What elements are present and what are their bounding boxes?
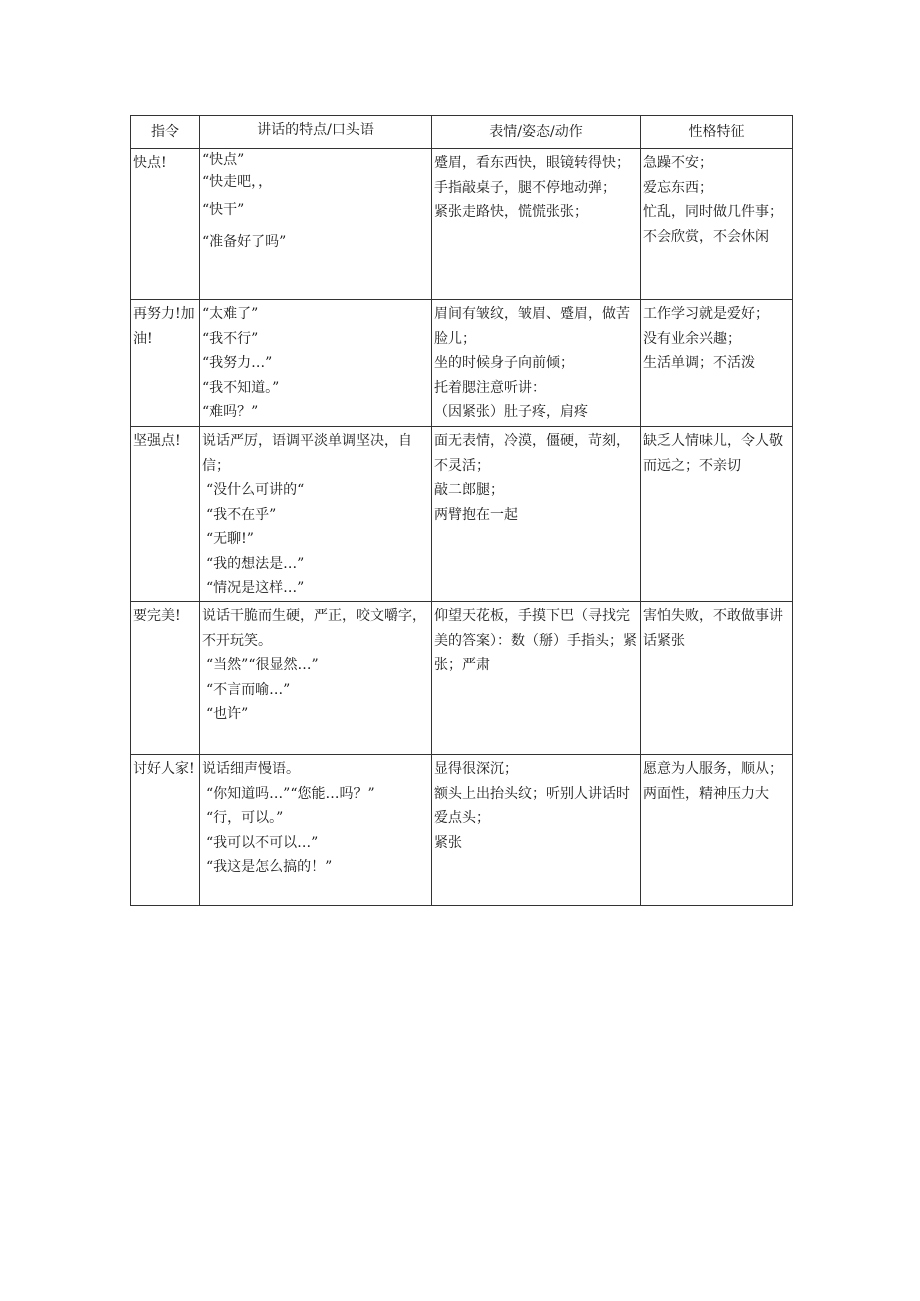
expression-line: 面无表情，冷漠，僵硬，苛刻，不灵活； bbox=[434, 433, 630, 474]
traits-line: 不会欣赏，不会休闲 bbox=[643, 228, 769, 245]
speech-line: “我的想法是…” bbox=[206, 555, 305, 572]
speech-line: “快干” bbox=[202, 202, 245, 218]
table-row bbox=[131, 149, 793, 300]
speech-line: “太难了” bbox=[202, 306, 259, 322]
speech-cell bbox=[200, 427, 432, 602]
header-command: 指令 bbox=[131, 116, 200, 149]
speech-line: “我可以不可以…” bbox=[206, 834, 319, 851]
command-text: 坚强点! bbox=[133, 433, 181, 449]
expression-cell bbox=[432, 300, 641, 427]
table-row bbox=[131, 427, 793, 602]
traits-line: 工作学习就是爱好； bbox=[643, 306, 769, 322]
expression-line: 仰望天花板，手摸下巴（寻找完美的答案）：数（掰）手指头；紧张；严肃 bbox=[434, 608, 637, 673]
expression-line: 蹙眉，看东西快，眼镜转得快； bbox=[434, 155, 630, 171]
expression-line: 手指敲桌子，腿不停地动弹； bbox=[434, 179, 616, 196]
header-speech: 讲话的特点/口头语 bbox=[200, 116, 432, 149]
expression-line: 两臂抱在一起 bbox=[434, 506, 518, 523]
traits-line: 愿意为人服务，顺从； bbox=[643, 761, 783, 777]
expression-line: 显得很深沉； bbox=[434, 761, 518, 777]
speech-line: “我不行” bbox=[202, 330, 259, 347]
speech-cell bbox=[200, 602, 432, 755]
speech-cell bbox=[200, 755, 432, 906]
expression-line: 托着腮注意听讲： bbox=[434, 379, 546, 396]
speech-line: “当然”“很显然…” bbox=[206, 657, 319, 673]
personality-table bbox=[130, 115, 793, 906]
traits-cell bbox=[641, 427, 793, 602]
speech-cell bbox=[200, 300, 432, 427]
command-cell bbox=[131, 755, 200, 906]
traits-cell bbox=[641, 602, 793, 755]
command-text: 再努力!加油! bbox=[133, 306, 195, 347]
header-traits: 性格特征 bbox=[641, 116, 793, 149]
table-row bbox=[131, 602, 793, 755]
expression-line: 紧张 bbox=[434, 834, 462, 851]
speech-line: “行，可以。” bbox=[206, 810, 284, 826]
speech-line: “快点” bbox=[202, 152, 245, 168]
expression-line: 额头上出抬头纹；听别人讲话时爱点头； bbox=[434, 785, 630, 826]
expression-line: 敲二郎腿； bbox=[434, 482, 504, 498]
traits-cell bbox=[641, 300, 793, 427]
command-text: 快点! bbox=[133, 155, 167, 171]
table-row bbox=[131, 300, 793, 427]
speech-line: “我不在乎” bbox=[206, 506, 277, 523]
traits-line: 爱忘东西； bbox=[643, 179, 713, 196]
command-cell bbox=[131, 149, 200, 300]
expression-cell bbox=[432, 602, 641, 755]
traits-line: 没有业余兴趣； bbox=[643, 330, 741, 347]
command-text: 讨好人家! bbox=[133, 761, 195, 777]
speech-line: “我努力…” bbox=[202, 355, 273, 371]
speech-line: “不言而喻…” bbox=[206, 681, 291, 698]
expression-cell bbox=[432, 755, 641, 906]
speech-line: “你知道吗…”“您能…吗？” bbox=[206, 785, 375, 802]
command-cell bbox=[131, 602, 200, 755]
speech-line: “也许” bbox=[206, 706, 249, 722]
traits-line: 害怕失败，不敢做事讲话紧张 bbox=[643, 608, 783, 649]
expression-line: （因紧张）肚子疼，肩疼 bbox=[434, 404, 588, 420]
traits-line: 两面性，精神压力大 bbox=[643, 785, 769, 802]
speech-line: “我这是怎么搞的！” bbox=[206, 859, 333, 875]
table-row bbox=[131, 755, 793, 906]
traits-line: 急躁不安； bbox=[643, 155, 713, 171]
speech-line: “准备好了吗” bbox=[202, 234, 287, 250]
speech-line: “情况是这样…” bbox=[206, 580, 305, 596]
traits-line: 缺乏人情味儿，令人敬而远之；不亲切 bbox=[643, 433, 783, 474]
header-expression: 表情/姿态/动作 bbox=[432, 116, 641, 149]
speech-line: 说话细声慢语。 bbox=[202, 761, 300, 777]
speech-line: “难吗？” bbox=[202, 404, 259, 420]
expression-cell bbox=[432, 149, 641, 300]
speech-line: “快走吧，， bbox=[202, 174, 273, 190]
speech-cell bbox=[200, 149, 432, 300]
command-cell bbox=[131, 300, 200, 427]
expression-line: 紧张走路快，慌慌张张； bbox=[434, 204, 588, 220]
speech-line: “我不知道。” bbox=[202, 379, 280, 396]
expression-line: 眉间有皱纹，皱眉、蹙眉，做苦脸儿； bbox=[434, 306, 630, 347]
speech-line: 说话严厉，语调平淡单调坚决，自信； bbox=[202, 433, 412, 474]
expression-line: 坐的时候身子向前倾； bbox=[434, 355, 574, 371]
speech-line: 说话干脆而生硬，严正，咬文嚼字，不开玩笑。 bbox=[202, 608, 426, 649]
speech-line: “没什么可讲的“ bbox=[206, 482, 305, 498]
traits-cell bbox=[641, 755, 793, 906]
expression-cell bbox=[432, 427, 641, 602]
command-text: 要完美! bbox=[133, 608, 181, 624]
traits-cell bbox=[641, 149, 793, 300]
traits-line: 生活单调；不活泼 bbox=[643, 355, 755, 371]
speech-line: “无聊!” bbox=[206, 531, 254, 547]
command-cell bbox=[131, 427, 200, 602]
traits-line: 忙乱，同时做几件事； bbox=[643, 204, 783, 220]
table-header-row bbox=[131, 116, 793, 149]
